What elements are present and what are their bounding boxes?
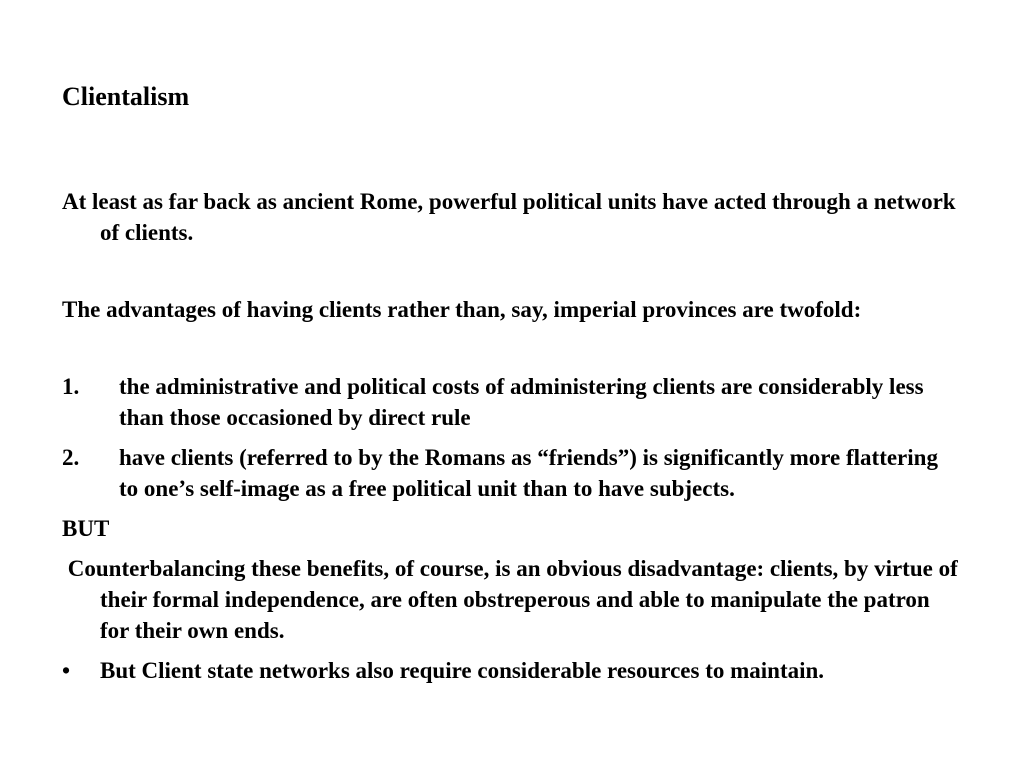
list-number: 2. — [62, 445, 80, 470]
but-heading: BUT — [62, 516, 110, 541]
slide-body — [62, 186, 962, 686]
counterbalance-paragraph: Counterbalancing these benefits, of course, is an obvious disadvantage: clients, by virtue of their formal independence, are often obstreperous and able to manipulate the patron for their own ends. — [62, 556, 964, 643]
list-number: 1. — [62, 374, 80, 399]
list-item-2 — [62, 442, 962, 504]
list-text: the administrative and political costs of administering clients are considerably less than those occasioned by direct rule — [119, 374, 924, 430]
bullet-text: But Client state networks also require considerable resources to maintain. — [100, 658, 825, 683]
bullet-item — [62, 655, 962, 686]
bullet-icon: • — [62, 658, 71, 683]
list-item-1 — [62, 371, 962, 433]
advantages-paragraph: The advantages of having clients rather than, say, imperial provinces are twofold: — [62, 297, 862, 322]
intro-paragraph: At least as far back as ancient Rome, powerful political units have acted through a network of clients. — [62, 189, 956, 245]
slide-title: Clientalism — [62, 82, 190, 111]
list-text: have clients (referred to by the Romans as “friends”) is significantly more flattering to one’s self-image as a free political unit than to have subjects. — [119, 445, 938, 501]
